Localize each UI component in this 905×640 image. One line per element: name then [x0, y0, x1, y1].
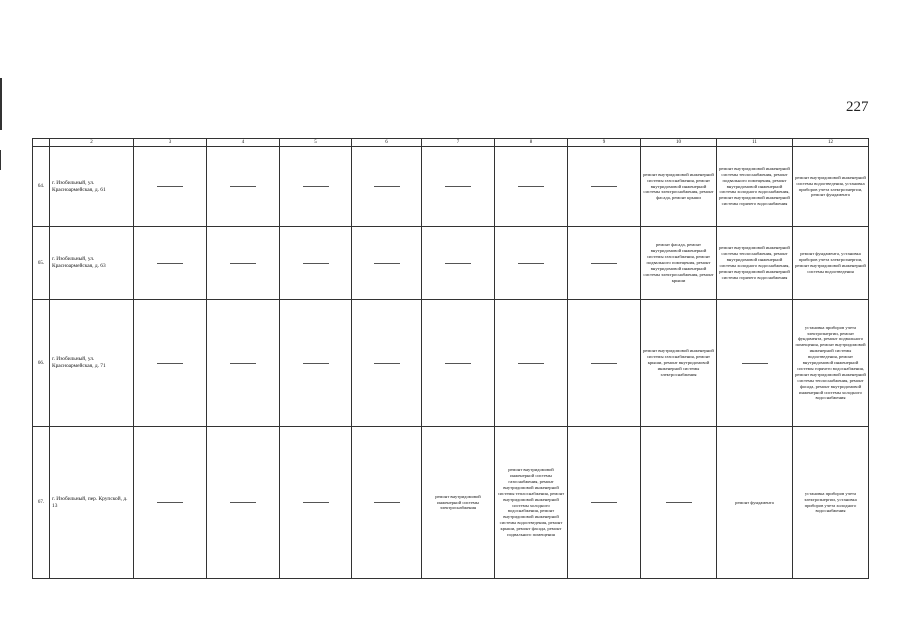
column-header: 7 — [422, 139, 495, 147]
column-header: 3 — [134, 139, 207, 147]
dash-mark — [374, 502, 400, 503]
empty-dash-cell — [134, 227, 207, 300]
table-row — [33, 227, 869, 300]
dash-mark — [518, 363, 544, 364]
empty-dash-cell — [207, 300, 280, 427]
dash-mark — [303, 363, 329, 364]
work-cell-col11: ремонт внутридомовой инженерной системы теплоснабжения, ремонт внутридомовой инженерной системы холодного водоснабжения, ремонт внутридомовой инженерной системы горячего водоснабжения — [717, 227, 793, 300]
work-cell-col11: ремонт фундамента — [717, 427, 793, 579]
column-header: 2 — [50, 139, 134, 147]
dash-mark — [157, 363, 183, 364]
dash-mark — [374, 263, 400, 264]
row-number: 66. — [33, 300, 50, 427]
address-cell: г. Изобильный, пер. Крупской, д. 13 — [50, 427, 134, 579]
dash-mark — [742, 363, 768, 364]
work-cell-col12: ремонт фундамента, установка приборов учета электроэнергии, ремонт внутридомовой инженерной системы водоотведения — [793, 227, 869, 300]
column-header: 9 — [568, 139, 641, 147]
dash-mark — [230, 186, 256, 187]
dash-mark — [591, 363, 617, 364]
column-header — [33, 139, 50, 147]
empty-dash-cell — [207, 227, 280, 300]
dash-mark — [230, 502, 256, 503]
empty-dash-cell — [207, 147, 280, 227]
work-cell-col12: установка приборов учета электроэнергии, ремонт фундамента, ремонт подвального помещения, ремонт внутридомовой инженерной системы водоотведения, ремонт внутридомовой инженерной системы горячего водоснабжения, ремонт внутридомовой инженерной системы теплоснабжения, ремонт фасада, ремонт внутридомовой инженерной системы холодного водоснабжения — [793, 300, 869, 427]
empty-dash-cell — [568, 427, 641, 579]
work-cell-col7: ремонт внутридомовой инженерной системы электроснабжения — [422, 427, 495, 579]
dash-mark — [303, 263, 329, 264]
work-cell-col8: ремонт внутридомовой инженерной системы газоснабжения, ремонт внутридомовой инженерной системы теплоснабжения, ремонт внутридомовой инженерной системы холодного водоснабжения, ремонт внутридомовой инженерной системы водоотведения, ремонт крыши, ремонт фасада, ремонт подвального помещения — [495, 427, 568, 579]
dash-mark — [518, 263, 544, 264]
address-cell: г. Изобильный, ул. Красноармейская, д. 71 — [50, 300, 134, 427]
empty-dash-cell — [280, 227, 352, 300]
column-header: 6 — [352, 139, 422, 147]
table-row — [33, 427, 869, 579]
page-number: 227 — [846, 99, 869, 115]
dash-mark — [157, 502, 183, 503]
empty-dash-cell — [352, 427, 422, 579]
dash-mark — [230, 263, 256, 264]
row-number: 67. — [33, 427, 50, 579]
binding-mark — [0, 78, 2, 130]
works-table — [32, 138, 869, 579]
empty-dash-cell — [207, 427, 280, 579]
column-header: 10 — [641, 139, 717, 147]
dash-mark — [666, 502, 692, 503]
work-cell-col10: ремонт внутридомовой инженерной системы газоснабжения, ремонт крыши, ремонт внутридомовой инженерной системы электроснабжения — [641, 300, 717, 427]
address-cell: г. Изобильный, ул. Красноармейская, д. 61 — [50, 147, 134, 227]
dash-mark — [518, 186, 544, 187]
column-number-row — [33, 139, 869, 147]
empty-dash-cell — [422, 227, 495, 300]
empty-dash-cell — [352, 227, 422, 300]
empty-dash-cell — [134, 300, 207, 427]
dash-mark — [591, 263, 617, 264]
empty-dash-cell — [495, 147, 568, 227]
dash-mark — [445, 186, 471, 187]
dash-mark — [591, 186, 617, 187]
dash-mark — [230, 363, 256, 364]
row-number: 64. — [33, 147, 50, 227]
dash-mark — [445, 363, 471, 364]
empty-dash-cell — [641, 427, 717, 579]
empty-dash-cell — [422, 147, 495, 227]
dash-mark — [591, 502, 617, 503]
empty-dash-cell — [495, 300, 568, 427]
address-cell: г. Изобильный, ул. Красноармейская, д. 63 — [50, 227, 134, 300]
work-cell-col12: установка приборов учета электроэнергии, установка приборов учета холодного водоснабжения — [793, 427, 869, 579]
column-header: 11 — [717, 139, 793, 147]
dash-mark — [445, 263, 471, 264]
empty-dash-cell — [280, 427, 352, 579]
work-cell-col11: ремонт внутридомовой инженерной системы теплоснабжения, ремонт подвального помещения, ремонт внутридомовой инженерной системы холодного водоснабжения, ремонт внутридомовой инженерной системы горячего водоснабжения — [717, 147, 793, 227]
column-header: 8 — [495, 139, 568, 147]
dash-mark — [157, 263, 183, 264]
column-header: 5 — [280, 139, 352, 147]
row-number: 65. — [33, 227, 50, 300]
dash-mark — [303, 502, 329, 503]
dash-mark — [374, 186, 400, 187]
empty-dash-cell — [568, 147, 641, 227]
empty-dash-cell — [134, 427, 207, 579]
empty-dash-cell — [568, 300, 641, 427]
dash-mark — [157, 186, 183, 187]
empty-dash-cell — [717, 300, 793, 427]
work-cell-col10: ремонт внутридомовой инженерной системы газоснабжения, ремонт внутридомовой инженерной системы электроснабжения, ремонт фасада, ремонт крыши — [641, 147, 717, 227]
empty-dash-cell — [495, 227, 568, 300]
empty-dash-cell — [280, 147, 352, 227]
empty-dash-cell — [352, 147, 422, 227]
empty-dash-cell — [280, 300, 352, 427]
table-row — [33, 147, 869, 227]
column-header: 12 — [793, 139, 869, 147]
empty-dash-cell — [568, 227, 641, 300]
column-header: 4 — [207, 139, 280, 147]
work-cell-col12: ремонт внутридомовой инженерной системы водоотведения, установка приборов учета электроэнергии, ремонт фундамента — [793, 147, 869, 227]
work-cell-col10: ремонт фасада, ремонт внутридомовой инженерной системы газоснабжения, ремонт подвального помещения, ремонт внутридомовой инженерной системы электроснабжения, ремонт крыши — [641, 227, 717, 300]
binding-mark — [0, 150, 1, 170]
dash-mark — [303, 186, 329, 187]
table-row — [33, 300, 869, 427]
dash-mark — [374, 363, 400, 364]
empty-dash-cell — [422, 300, 495, 427]
empty-dash-cell — [352, 300, 422, 427]
empty-dash-cell — [134, 147, 207, 227]
